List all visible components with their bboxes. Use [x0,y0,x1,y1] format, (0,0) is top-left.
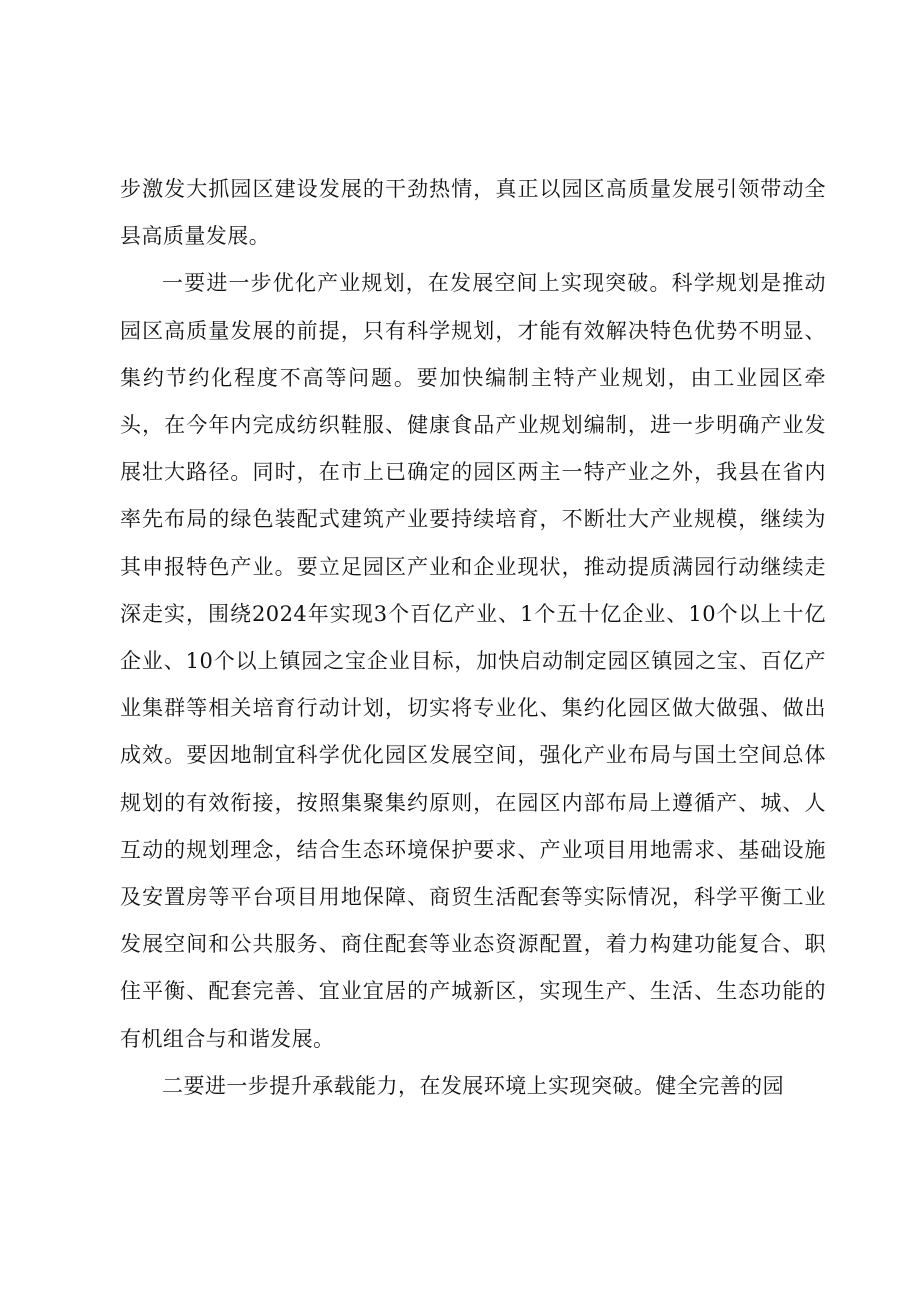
paragraph-optimize-planning: 一要进一步优化产业规划，在发展空间上实现突破。科学规划是推动园区高质量发展的前提，只有科学规划，才能有效解决特色优势不明显、集约节约化程度不高等问题。要加快编制主特产业规划，由工业园区牵头，在今年内完成纺织鞋服、健康食品产业规划编制，进一步明确产业发展壮大路径。同时，在市上已确定的园区两主一特产业之外，我县在省内率先布局的绿色装配式建筑产业要持续培育，不断壮大产业规模，继续为其申报特色产业。要立足园区产业和企业现状，推动提质满园行动继续走深走实，围绕2024年实现3个百亿产业、1个五十亿企业、10个以上十亿企业、10个以上镇园之宝企业目标，加快启动制定园区镇园之宝、百亿产业集群等相关培育行动计划，切实将专业化、集约化园区做大做强、做出成效。要因地制宜科学优化园区发展空间，强化产业布局与国土空间总体规划的有效衔接，按照集聚集约原则，在园区内部布局上遵循产、城、人互动的规划理念，结合生态环境保护要求、产业项目用地需求、基础设施及安置房等平台项目用地保障、商贸生活配套等实际情况，科学平衡工业发展空间和公共服务、商住配套等业态资源配置，着力构建功能复合、职住平衡、配套完善、宜业宜居的产城新区，实现生产、生活、生态功能的有机组合与和谐发展。 [120,271,826,1051]
paragraph-improve-capacity: 二要进一步提升承载能力，在发展环境上实现突破。健全完善的园 [162,1073,785,1098]
paragraph-continuation: 步激发大抓园区建设发展的干劲热情，真正以园区高质量发展引领带动全县高质量发展。 [120,177,826,249]
document-body [120,166,826,1110]
